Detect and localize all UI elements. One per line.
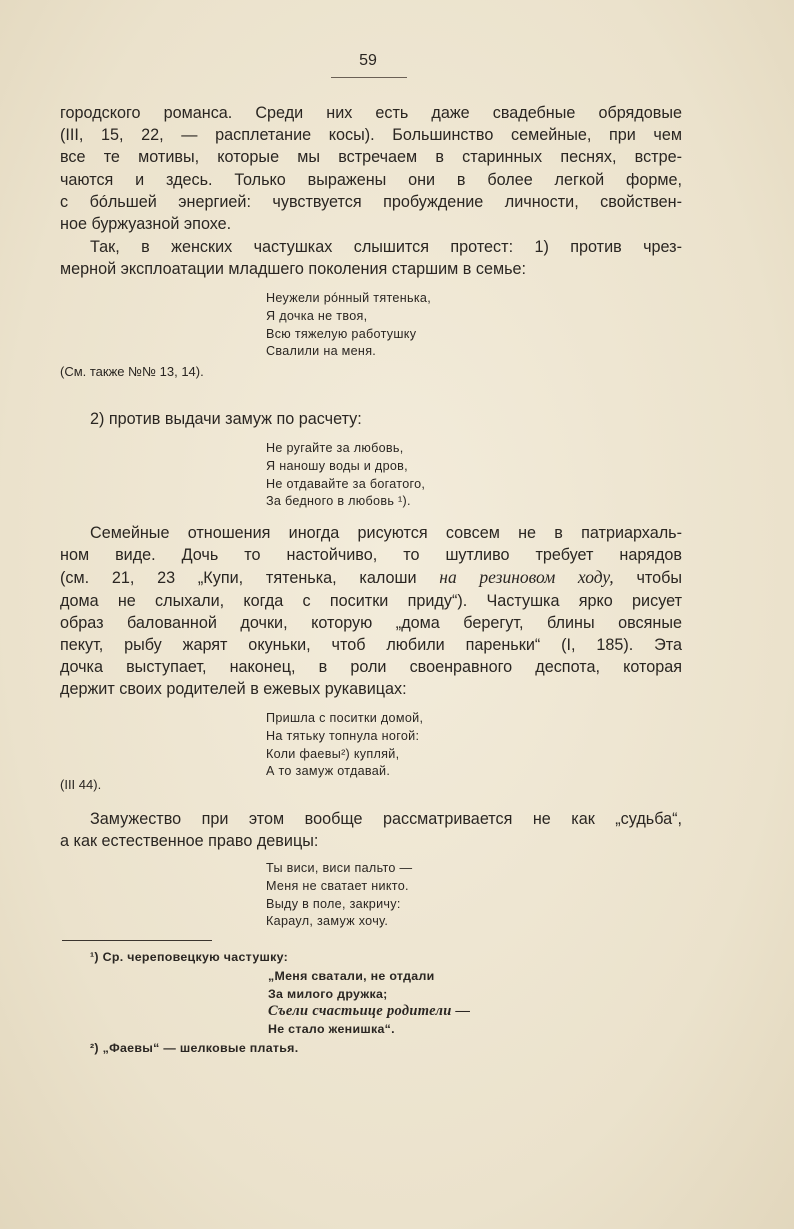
text-line: чаются и здесь. Только выражены они в более легкой форме,	[60, 170, 682, 189]
text-line: городского романса. Среди них есть даже свадебные обрядовые	[60, 104, 682, 122]
text-line: ном виде. Дочь то настойчиво, то шутливо требует нарядов	[60, 546, 682, 565]
footnote-rule	[62, 940, 212, 941]
footnote-1-label: ¹) Ср. череповецкую частушку:	[90, 950, 289, 964]
verse-text: За бедного в любовь	[266, 494, 395, 509]
text-span: чтобы	[636, 569, 683, 588]
text-line: ное буржуазной эпохе.	[60, 215, 232, 234]
text-line: Семейные отношения иногда рисуются совсем не в патриархаль-	[90, 524, 682, 542]
paragraph-4	[60, 522, 682, 701]
text-line: пекут, рыбу жарят окуньки, чтоб любили пареньки“ (I, 185). Эта	[60, 636, 682, 655]
verse-line: Свалили на меня.	[266, 344, 377, 359]
verse-line: Пришла с поситки домой,	[266, 711, 424, 725]
verse-line: Ты виси, виси пальто —	[266, 861, 413, 875]
text-line: с бóльшей энергией: чувствуется пробуждение личности, свойствен-	[60, 192, 682, 211]
text-line: дочка выступает, наконец, в роли своенравного деспота, которая	[60, 658, 682, 677]
verse-line: Не ругайте за любовь,	[266, 441, 404, 455]
verse-line: На тятьку топнула ногой:	[266, 728, 420, 743]
verse-line: Караул, замуж хочу.	[266, 914, 389, 929]
text-line: мерной эксплоатации младшего поколения старшим в семье:	[60, 260, 527, 279]
paragraph-1	[60, 102, 682, 235]
text-line: Так, в женских частушках слышится протест: 1) против чрез-	[90, 238, 682, 256]
verse-line: Неужели рóнный тятенька,	[266, 291, 432, 305]
text-line: 2) против выдачи замуж по расчету:	[90, 410, 362, 428]
verse-line: „Меня сватали, не отдали	[268, 969, 435, 983]
verse-line: За милого дружка;	[268, 986, 388, 1001]
paragraph-2	[60, 236, 682, 280]
verse-line-italic: Съели счастьице родители —	[268, 1003, 471, 1020]
footnote-1-verse	[268, 968, 470, 1038]
footnote-ref: ¹).	[398, 494, 411, 509]
paragraph-5	[60, 808, 682, 852]
verse-line	[266, 746, 423, 764]
page-number: 59	[359, 52, 377, 69]
poem-4	[266, 860, 412, 931]
text-line: Замужество при этом вообще рассматривается не как „судьба“,	[90, 810, 682, 828]
italic-phrase: на резиновом ходу,	[439, 567, 614, 588]
page-number-rule	[331, 77, 407, 78]
verse-line: Я наношу воды и дров,	[266, 458, 408, 473]
text-line: а как естественное право девицы:	[60, 832, 319, 851]
verse-line: Всю тяжелую работушку	[266, 326, 417, 341]
verse-line: Не отдавайте за богатого,	[266, 476, 426, 491]
text-line: держит своих родителей в ежевых рукавицах:	[60, 680, 407, 699]
verse-line	[266, 493, 425, 511]
text-line	[60, 566, 682, 589]
text-line: образ балованной дочки, которую „дома берегут, блины овсяные	[60, 613, 682, 632]
verse-line: Выду в поле, закричу:	[266, 896, 401, 911]
text-line: дома не слыхали, когда с поситки приду“). Частушка ярко рисует	[60, 591, 682, 610]
verse-text: ²) купляй,	[341, 746, 400, 761]
reference-3: (III 44).	[60, 777, 102, 792]
reference-1: (См. также №№ 13, 14).	[60, 364, 204, 379]
verse-line: Не стало женишка“.	[268, 1021, 395, 1036]
verse-line: А то замуж отдавай.	[266, 764, 391, 779]
text-span: (см. 21, 23 „Купи, тятенька, калоши	[60, 569, 417, 588]
verse-line: Меня не сватает никто.	[266, 878, 409, 893]
poem-1	[266, 290, 431, 361]
verse-line: Я дочка не твоя,	[266, 308, 368, 323]
text-line: все те мотивы, которые мы встречаем в старинных песнях, встре-	[60, 148, 682, 167]
text-line: (III, 15, 22, — расплетание косы). Большинство семейные, при чем	[60, 126, 682, 145]
paragraph-3	[60, 408, 682, 430]
poem-3	[266, 710, 423, 781]
verse-text: Коли фаевы	[266, 746, 342, 761]
poem-2	[266, 440, 425, 511]
footnote-2: ²) „Фаевы“ — шелковые платья.	[90, 1041, 299, 1055]
